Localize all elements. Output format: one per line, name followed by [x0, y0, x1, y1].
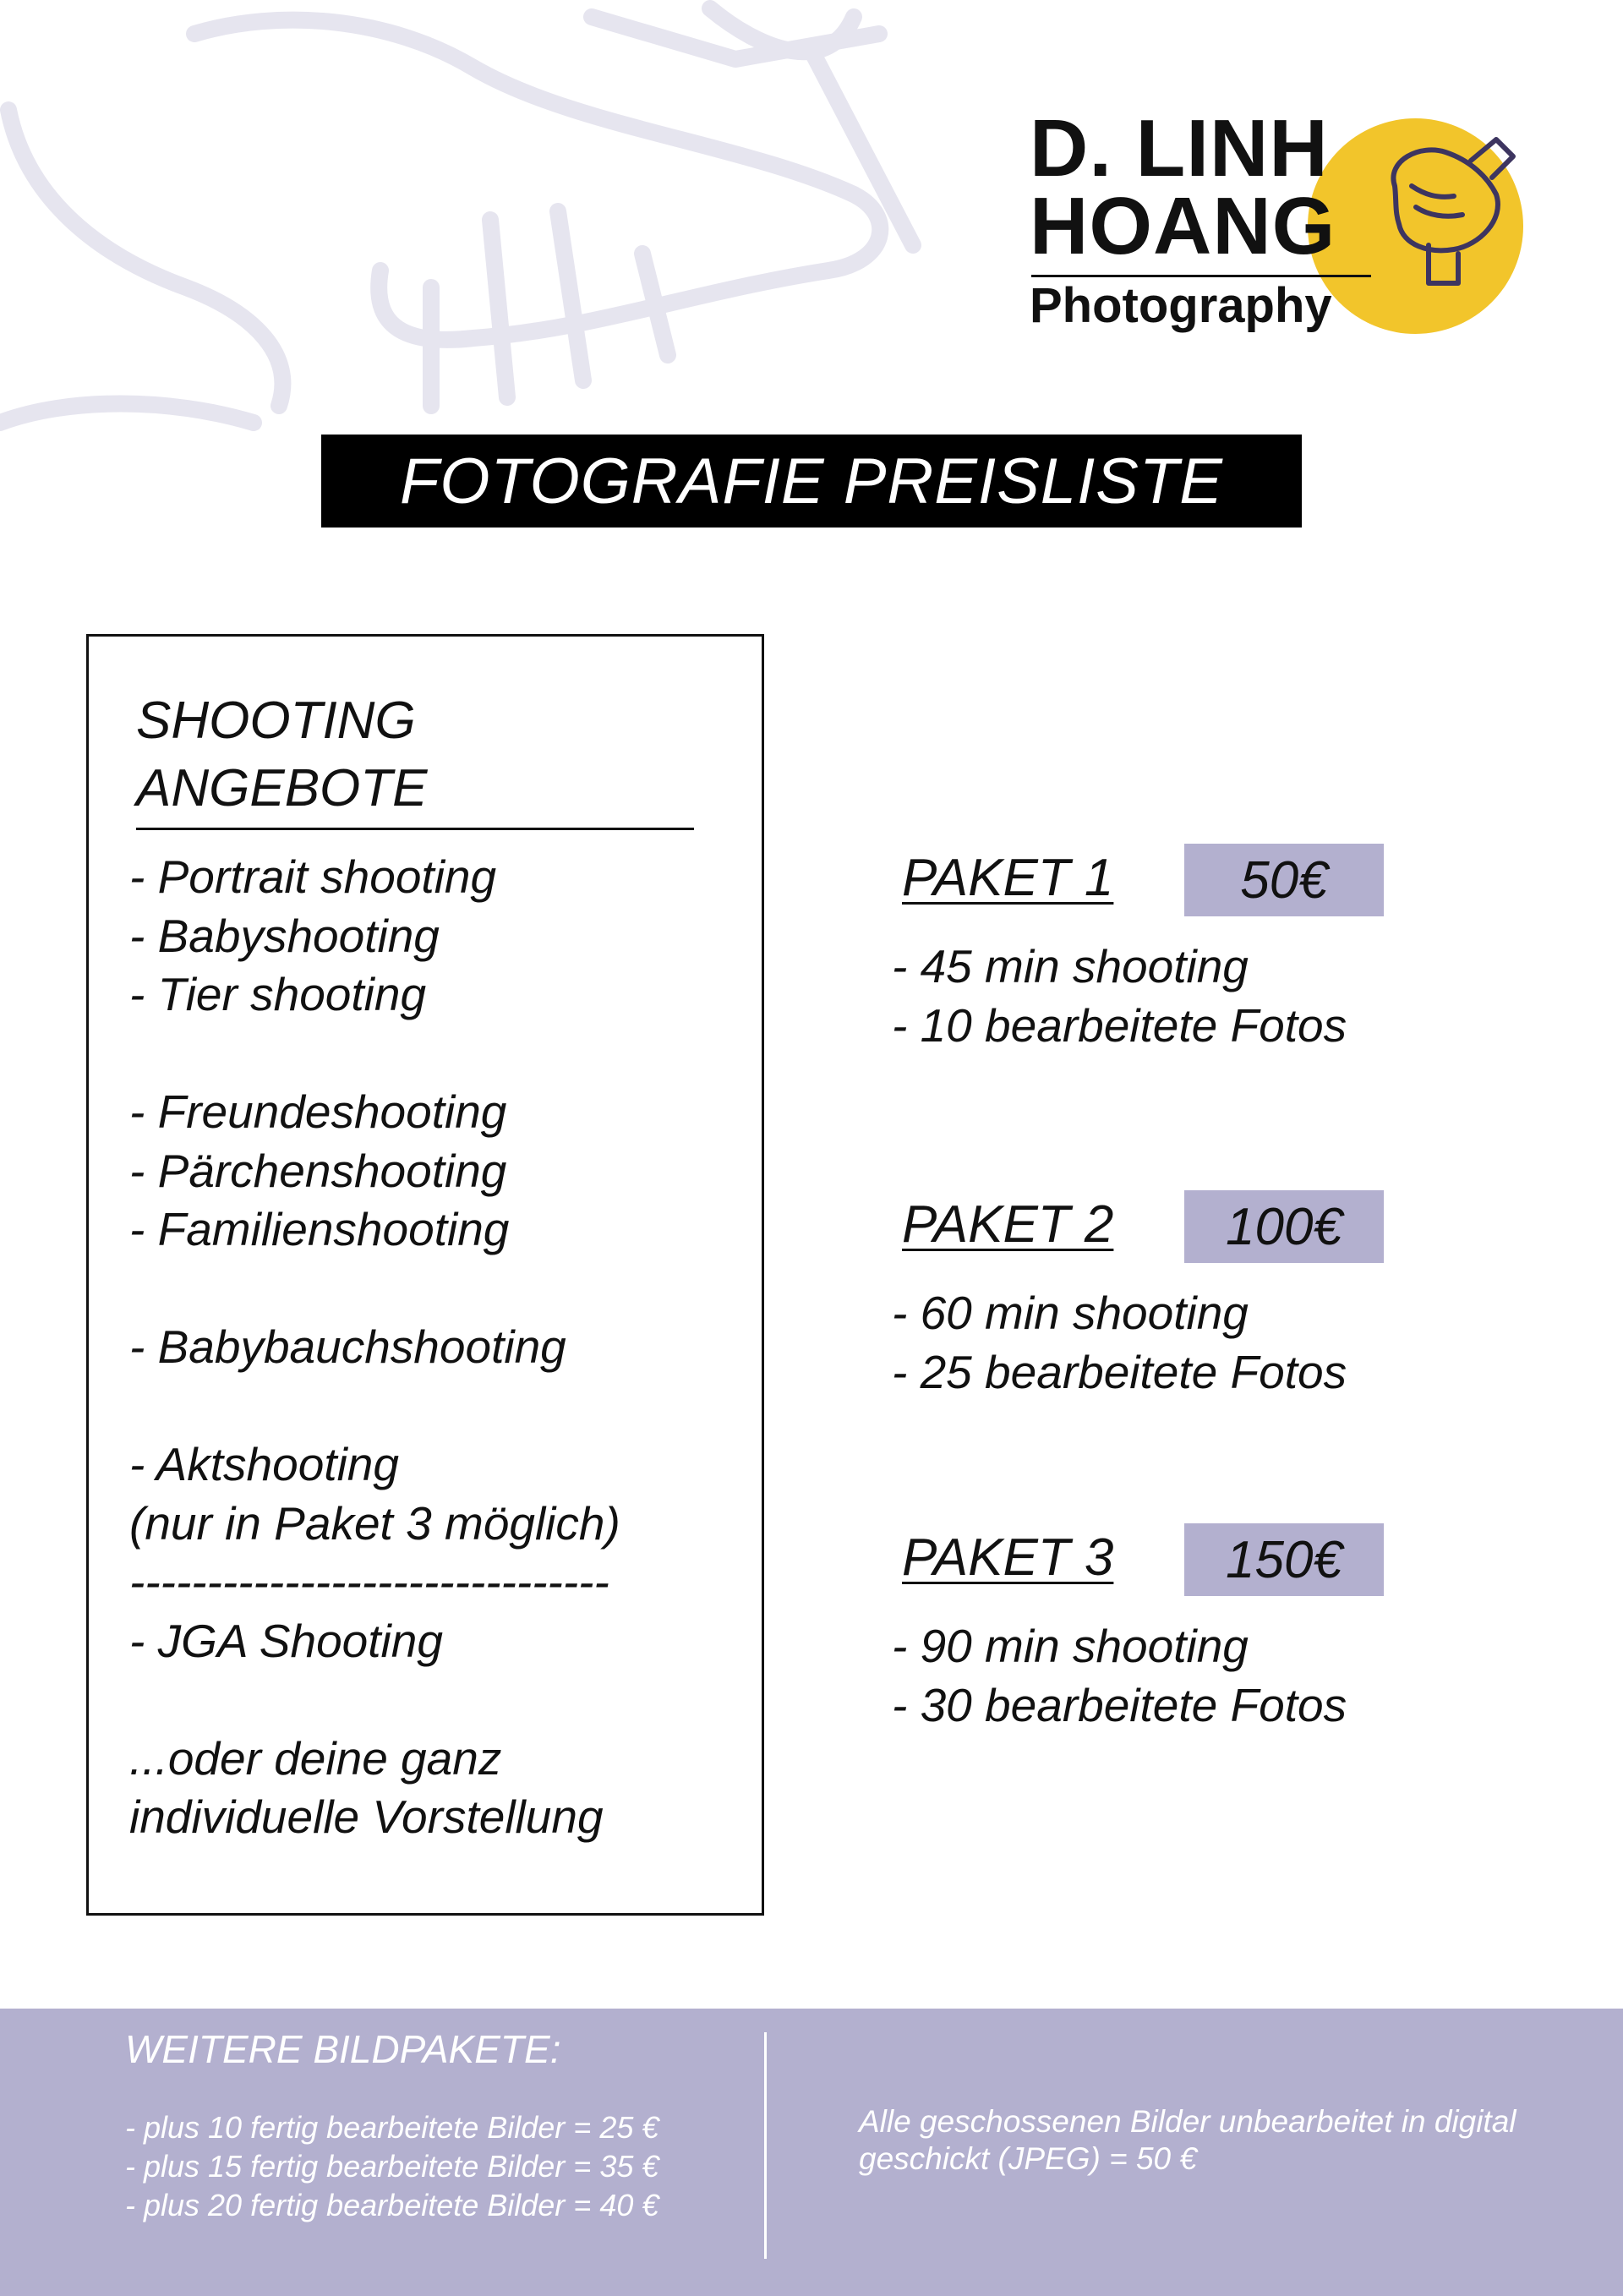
background-hand-camera-art: [0, 0, 1014, 440]
footer-heading: WEITERE BILDPAKETE:: [125, 2027, 561, 2071]
shooting-offers-heading: SHOOTING ANGEBOTE: [136, 687, 694, 830]
package-feature: - 60 min shooting: [892, 1287, 1249, 1339]
list-item: - Familienshooting: [129, 1203, 510, 1255]
camera-hand-icon: [1378, 127, 1522, 287]
package-feature: - 45 min shooting: [892, 940, 1249, 992]
addon-item: - plus 20 fertig bearbeitete Bilder = 40 €: [125, 2188, 659, 2222]
package-price: 50€: [1184, 844, 1384, 916]
footer-extra-packages: [0, 2009, 1623, 2296]
package-name: PAKET 1: [902, 849, 1114, 907]
list-separator: -------------------------------: [129, 1555, 609, 1608]
shooting-offers-box: [86, 634, 764, 1916]
list-item: - Freundeshooting: [129, 1085, 507, 1138]
list-item: - Babyshooting: [129, 909, 440, 962]
page-title: FOTOGRAFIE PREISLISTE: [321, 435, 1302, 528]
package-name: PAKET 3: [902, 1528, 1114, 1587]
list-spacer: [129, 1377, 755, 1436]
footer-divider: [764, 2032, 767, 2259]
shooting-offers-list: [129, 848, 755, 1847]
addon-item: - plus 15 fertig bearbeitete Bilder = 35 €: [125, 2149, 659, 2184]
package-feature: - 25 bearbeitete Fotos: [892, 1346, 1347, 1398]
footer-raw-images-note: Alle geschossenen Bilder unbearbeitet in digital geschickt (JPEG) = 50 €: [859, 2104, 1516, 2176]
list-item: individuelle Vorstellung: [129, 1790, 604, 1843]
brand-logo: [1023, 101, 1547, 355]
logo-rule: [1031, 275, 1371, 277]
footer-addon-list: [125, 2108, 658, 2225]
package-name: PAKET 2: [902, 1195, 1114, 1254]
list-spacer: [129, 1260, 755, 1319]
list-item: - Babybauchshooting: [129, 1320, 566, 1373]
logo-tagline: Photography: [1030, 278, 1332, 333]
list-item: - Portrait shooting: [129, 850, 497, 903]
list-item: - Aktshooting: [129, 1438, 399, 1490]
logo-name-line2: HOANG: [1030, 181, 1336, 271]
addon-item: - plus 10 fertig bearbeitete Bilder = 25 €: [125, 2110, 659, 2145]
logo-name-line1: D. LINH: [1030, 103, 1329, 194]
package-feature: - 10 bearbeitete Fotos: [892, 999, 1347, 1052]
list-spacer: [129, 1025, 755, 1084]
package-features: [892, 937, 1347, 1055]
list-item-note: (nur in Paket 3 möglich): [129, 1496, 620, 1550]
list-item: - Tier shooting: [129, 968, 427, 1020]
list-item: ...oder deine ganz: [129, 1731, 502, 1785]
package-features: [892, 1616, 1347, 1735]
package-price: 100€: [1184, 1190, 1384, 1263]
list-spacer: [129, 1670, 755, 1730]
list-item: - Pärchenshooting: [129, 1144, 507, 1197]
package-feature: - 90 min shooting: [892, 1620, 1249, 1672]
package-price: 150€: [1184, 1523, 1384, 1596]
package-feature: - 30 bearbeitete Fotos: [892, 1679, 1347, 1731]
list-item: - JGA Shooting: [129, 1614, 443, 1667]
package-features: [892, 1283, 1347, 1402]
